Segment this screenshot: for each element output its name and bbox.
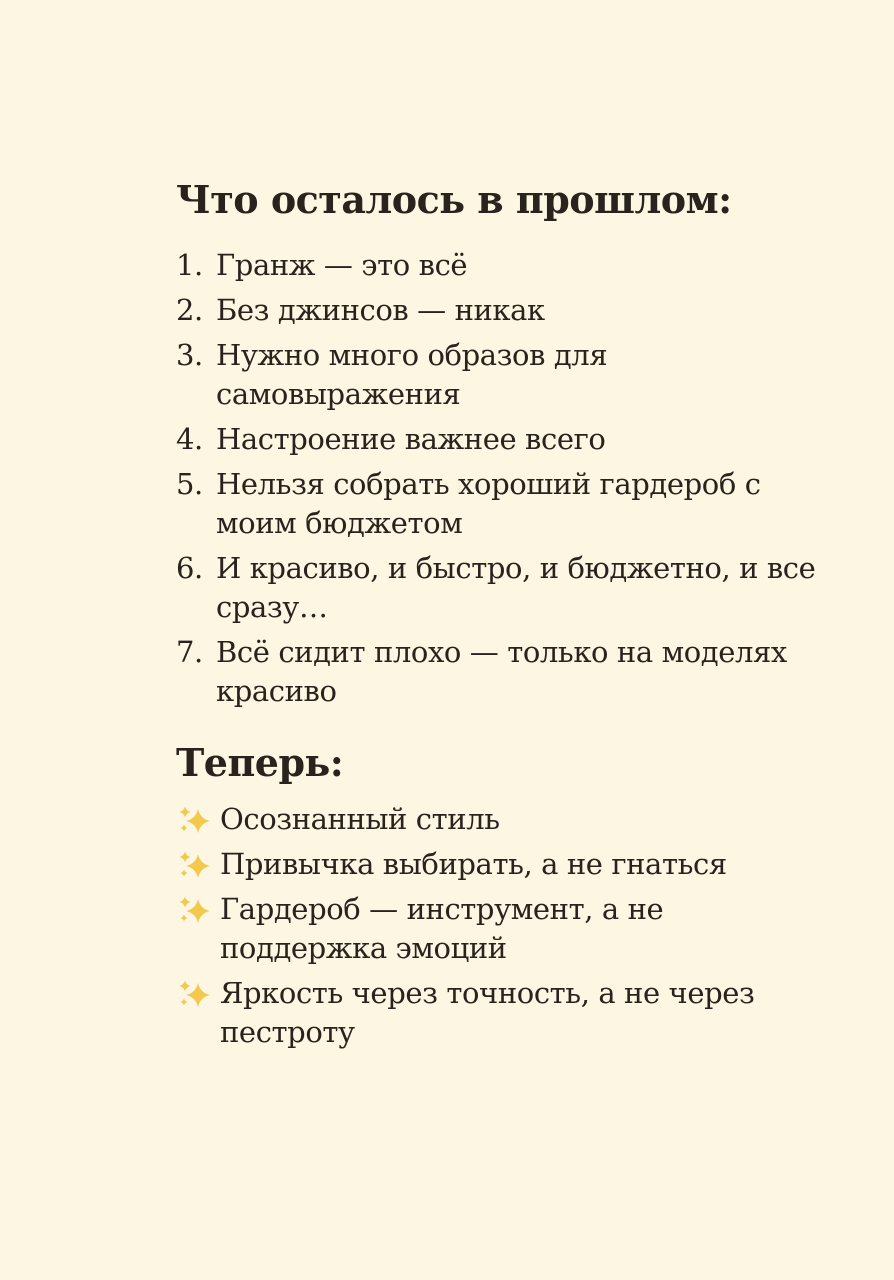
sparkles-icon (176, 974, 220, 1013)
list-item (176, 633, 816, 711)
list-item (176, 246, 816, 285)
content (176, 176, 816, 1058)
past-list (176, 246, 816, 711)
item-text: Яркость через точность, а не через пестроту (220, 976, 755, 1049)
item-number: 5. (176, 466, 203, 501)
item-number: 1. (176, 247, 203, 282)
item-number: 7. (176, 634, 203, 669)
item-text: Осознанный стиль (220, 802, 500, 836)
sparkles-icon (176, 800, 220, 839)
item-text: Привычка выбирать, а не гнаться (220, 847, 727, 881)
sparkles-icon (176, 845, 220, 884)
item-number: 4. (176, 421, 203, 456)
sparkles-icon (176, 890, 220, 929)
item-text: Нужно много образов для самовыражения (216, 337, 608, 411)
list-item (176, 549, 816, 627)
list-item (176, 800, 816, 839)
now-heading: Теперь: (176, 739, 344, 785)
list-item (176, 465, 816, 543)
list-item (176, 845, 816, 884)
item-number: 3. (176, 337, 203, 372)
list-item (176, 890, 816, 968)
item-text: Без джинсов — никак (216, 292, 545, 327)
list-item (176, 974, 816, 1052)
item-text: И красиво, и быстро, и бюджетно, и все сразу… (216, 550, 816, 624)
list-item (176, 336, 816, 414)
now-list (176, 800, 816, 1052)
list-item (176, 420, 816, 459)
item-text: Всё сидит плохо — только на моделях красиво (216, 634, 787, 708)
list-item (176, 291, 816, 330)
item-text: Гранж — это всё (216, 247, 468, 282)
item-number: 6. (176, 550, 203, 585)
item-text: Нельзя собрать хороший гардероб с моим бюджетом (216, 466, 761, 540)
item-number: 2. (176, 292, 203, 327)
item-text: Настроение важнее всего (216, 421, 606, 456)
item-text: Гардероб — инструмент, а не поддержка эмоций (220, 892, 664, 965)
past-heading: Что осталось в прошлом: (176, 177, 732, 222)
